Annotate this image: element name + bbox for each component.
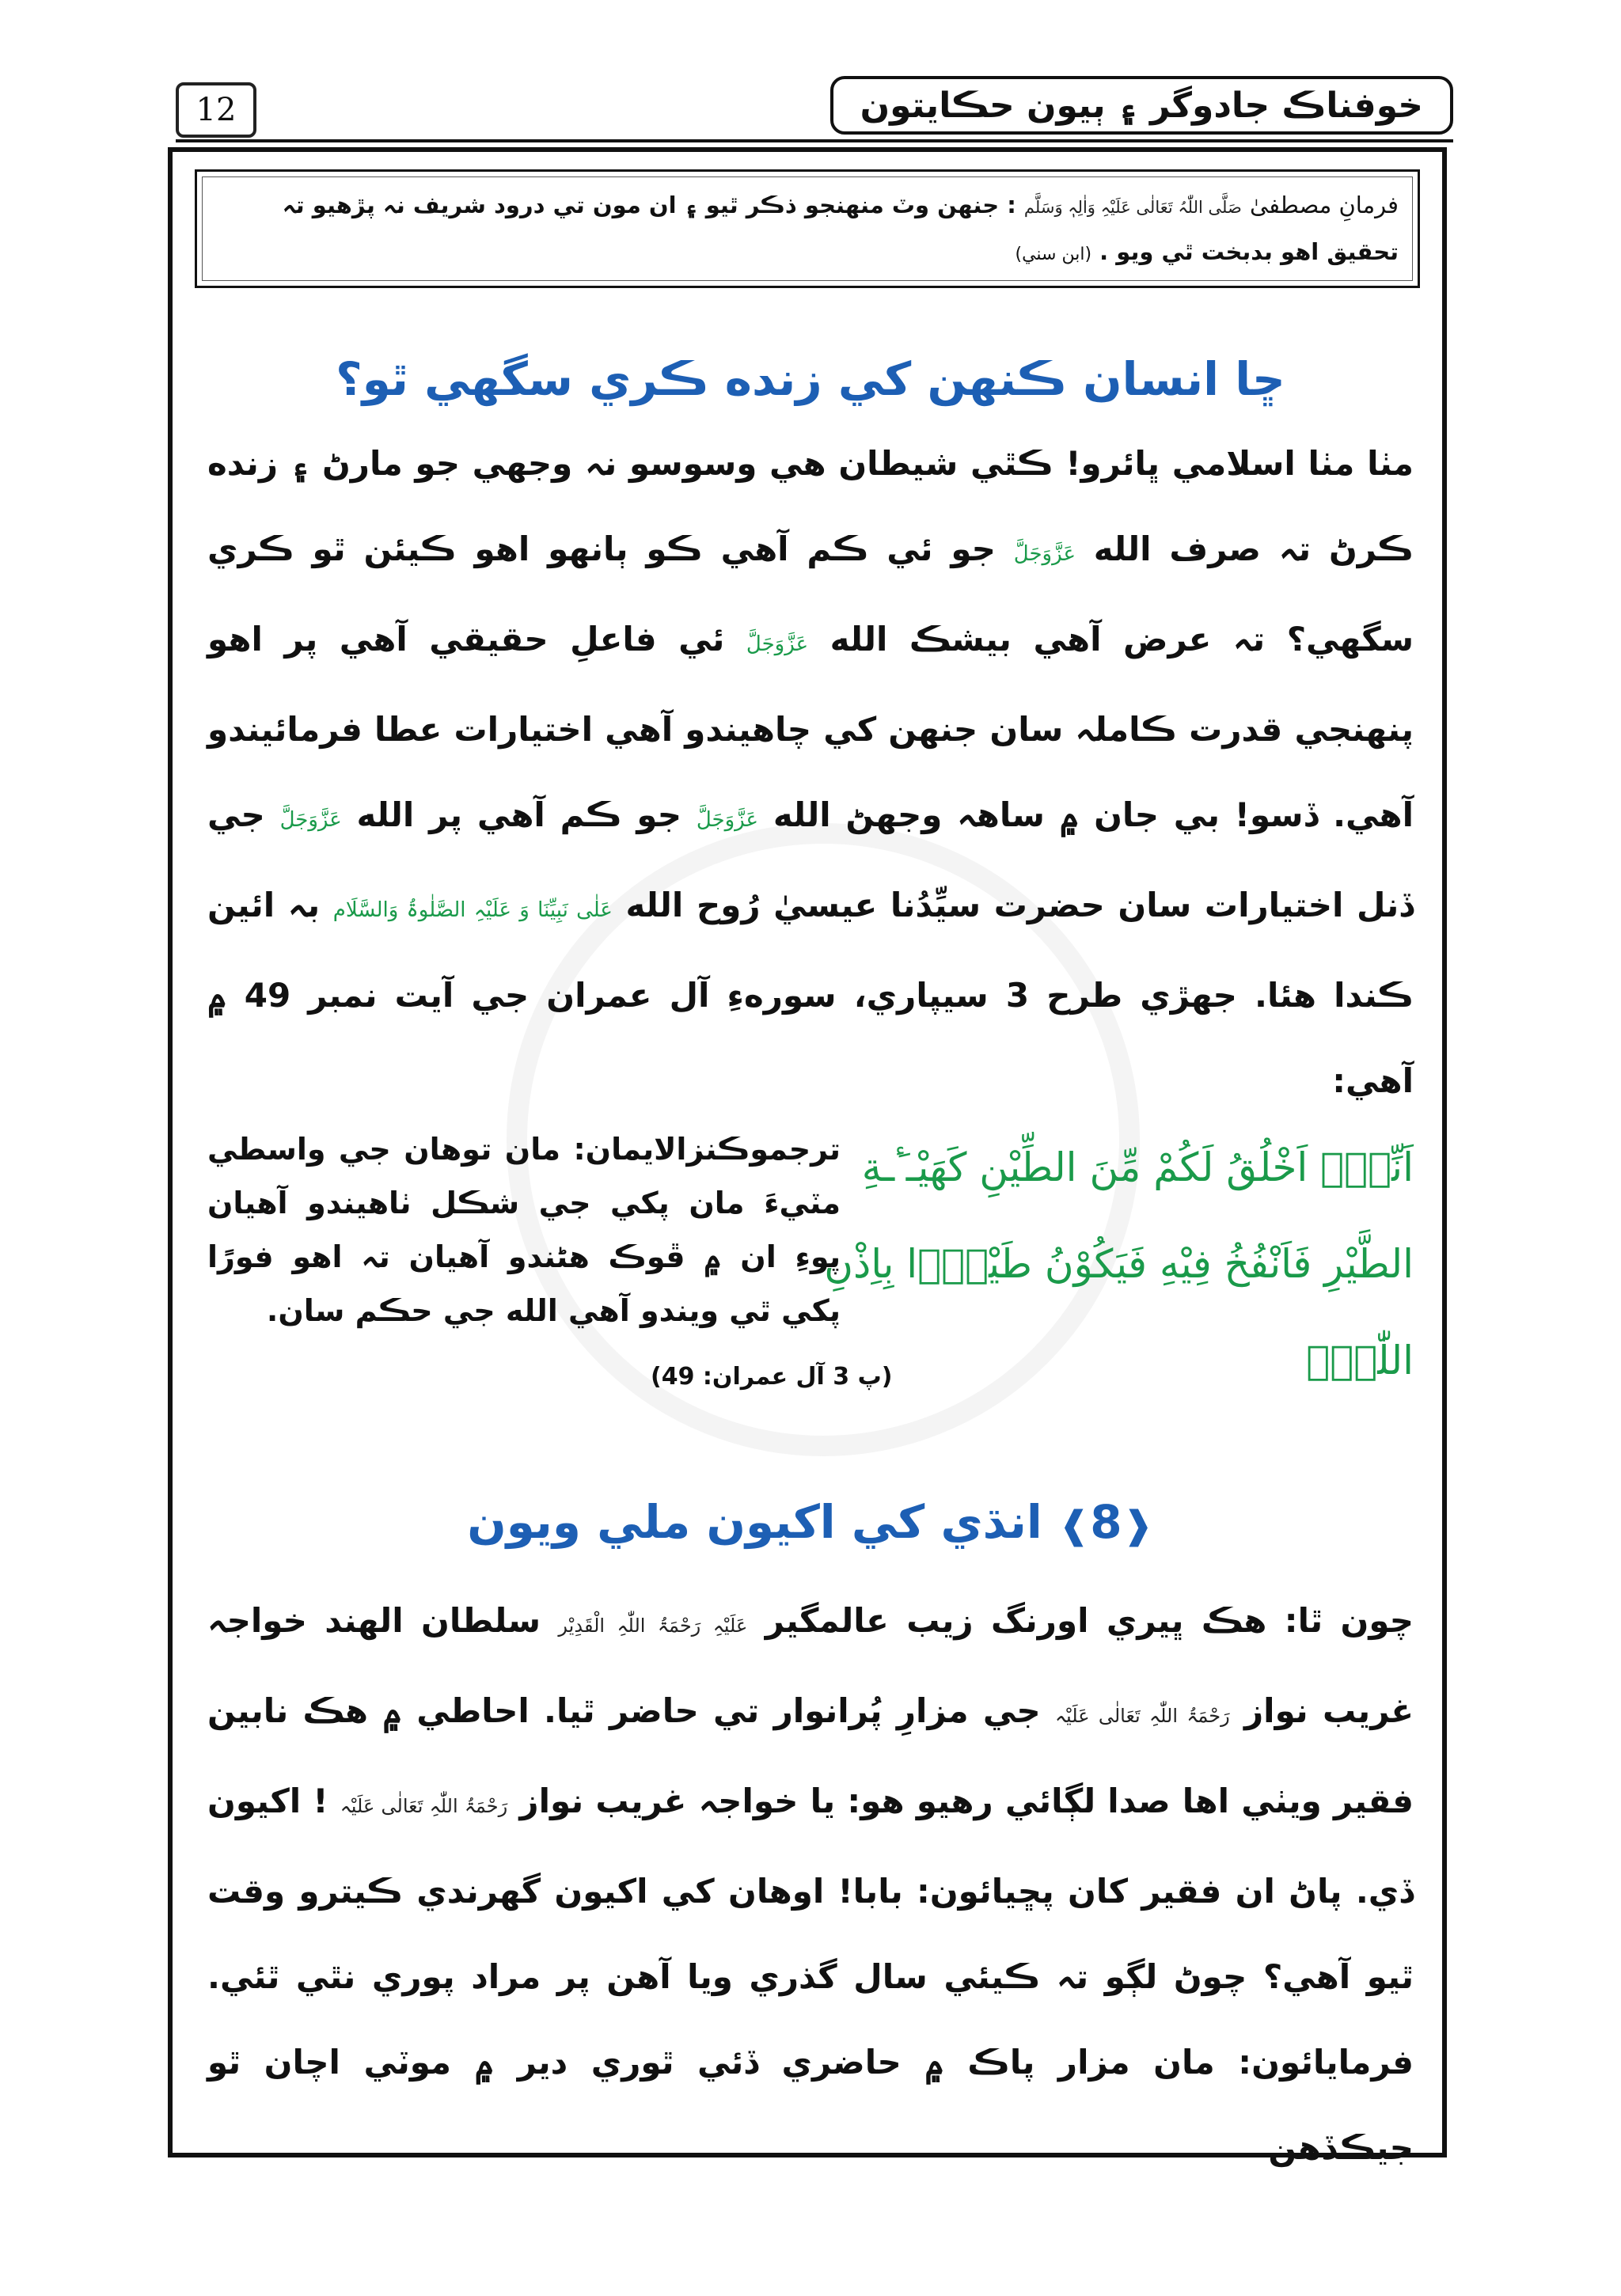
s2-text-4: ! اکيون ڏي. پاڻ ان فقير کان پڇيائون: بابا! اوهان کي اکيون گهرندي ڪيترو وقت ٿيو آهي؟ چوڻ لڳو تہ ڪيئي سال گذري ويا آهن پر مراد پوري نٿي ٿئي. فرمايائون: مان مزار پاڪ ۾ حاضري ڏئي ٿوري دير ۾ موٽي اچان ٿو جيڪڏهن (207, 1782, 1414, 2167)
s1-text-4: جو ڪم آهي پر (429, 795, 682, 834)
running-header: خوفناڪ جادوگر ۽ ٻيون حڪايتون (830, 76, 1453, 135)
s1-honorific-2: عَزَّوَجَلَّ (746, 632, 809, 656)
quran-quote (207, 1119, 1414, 1444)
s1-honorific-4: عَزَّوَجَلَّ (279, 808, 342, 832)
section1-heading: ڇا انسان ڪنهن کي زنده ڪري سگهي ٿو؟ (336, 352, 1285, 406)
hadith-box (195, 169, 1420, 288)
s1-honorific-3: عَزَّوَجَلَّ (696, 808, 759, 832)
header-rule (176, 139, 1453, 142)
section1-paragraph (207, 421, 1414, 1124)
hadith-label: فرمانِ مصطفیٰ (1249, 192, 1399, 218)
section2-paragraph (207, 1578, 1414, 2191)
s2-text-1: چون ٿا: هڪ ڀيري اورنگ زيب عالمگير (765, 1601, 1414, 1640)
s1-text-1: مٺا مٺا اسلامي ڀائرو! ڪٿي شيطان هي وسوسو نہ وجهي جو مارڻ ۽ زنده ڪرڻ تہ صرف (207, 444, 1414, 568)
s1-text-3: ئي فاعلِ حقيقي آهي پر اهو پنهنجي قدرت ڪاملہ سان جنهن کي چاهيندو آهي اختيارات عطا فرمائيندو آهي. ڏسو! بي جان ۾ ساهہ وجهڻ (207, 620, 1414, 834)
s2-honorific-3: رَحْمَۃُ اللّٰہِ تَعَالٰی عَلَیْہ (340, 1795, 508, 1817)
translation-text: مان توهان جي واسطي مٽيءَ مان پکي جي شڪل ٺاهيندو آهيان پوءِ ان ۾ ڦوڪ هڻندو آهيان تہ اهو فورًا پکي ٿي ويندو آهي الله جي حڪم سان. (207, 1132, 841, 1328)
translation-label: ترجموڪنزالايمان: (573, 1132, 841, 1167)
hadith-text-line1: : جنهن وٽ منهنجو ذڪر ٿيو ۽ ان مون تي درود شريف نہ پڙهيو تہ تحقيق (282, 192, 1399, 265)
hadith-text-line2: اهو بدبخت ٿي ويو . (1099, 238, 1319, 265)
s2-text-2: سلطان الهند خواجہ غريب نواز (207, 1601, 1414, 1730)
s1-text-2: جو ئي ڪم آهي ڪو ٻانهو اهو ڪيئن ٿو ڪري سگهي؟ تہ عرض آهي بيشڪ (207, 529, 1414, 658)
s1-honorific-5: عَلٰی نَبِیِّنَا وَ عَلَیْہِ الصَّلٰوۃُ وَالسَّلَام (332, 898, 613, 922)
s1-allah-5: الله (625, 886, 684, 924)
s1-text-6: بہ ائين ڪندا هئا. جهڙي طرح 3 سيپاري، سورهءِ آل عمران جي آيت نمبر 49 ۾ آهي: (207, 886, 1414, 1100)
heading-ornament-right: ❰ (1122, 1503, 1154, 1547)
section2-title: انڌي کي اکيون ملي ويون (467, 1495, 1042, 1549)
ayah-reference: (پ 3 آل عمران: 49) (651, 1363, 893, 1391)
heading-ornament-left: ❱ (1058, 1503, 1091, 1547)
s1-allah-2: الله (829, 620, 888, 658)
ayah-translation (207, 1122, 841, 1338)
page-number: 12 (176, 82, 256, 138)
s1-text-5: جي ڏنل اختيارات سان حضرت سيِّدُنا عيسيٰ رُوح (207, 795, 1414, 924)
hadith-honorific: صَلَّی اللّٰہُ تَعَالٰی عَلَیْہِ وَاٰلِہٖ وَسَلَّم (1023, 198, 1242, 217)
s1-honorific-1: عَزَّوَجَلَّ (1013, 542, 1076, 566)
section2-heading (198, 1486, 1423, 1561)
hadith-source: (ابن سني) (1015, 245, 1092, 264)
s1-allah-3: الله (773, 795, 831, 834)
s2-honorific-1: عَلَیْہِ رَحْمَۃُ اللّٰہِ الْقَدِیْر (558, 1615, 748, 1637)
s2-honorific-2: رَحْمَۃُ اللّٰہِ تَعَالٰی عَلَیْہ (1054, 1705, 1230, 1727)
ayah-text: اَنِّیْۤ اَخْلُقُ لَكُمْ مِّنَ الطِّیْنِ كَهَیْـٴَـةِ الطَّیْرِ فَاَنْفُخُ فِیْهِ فَیَكُوْنُ طَیْرًۢا بِاِذْنِ اللّٰهِۚ (824, 1144, 1414, 1383)
s1-allah-1: الله (1093, 529, 1152, 568)
s1-allah-4: الله (356, 795, 415, 834)
s2-text-3: جي مزارِ پُرانوار تي حاضر ٿيا. احاطي ۾ هڪ نابين فقير ويٺي اها صدا لڳائي رهيو هو: يا خواجہ غريب نواز (207, 1691, 1414, 1820)
section2-number: 8 (1090, 1495, 1122, 1549)
